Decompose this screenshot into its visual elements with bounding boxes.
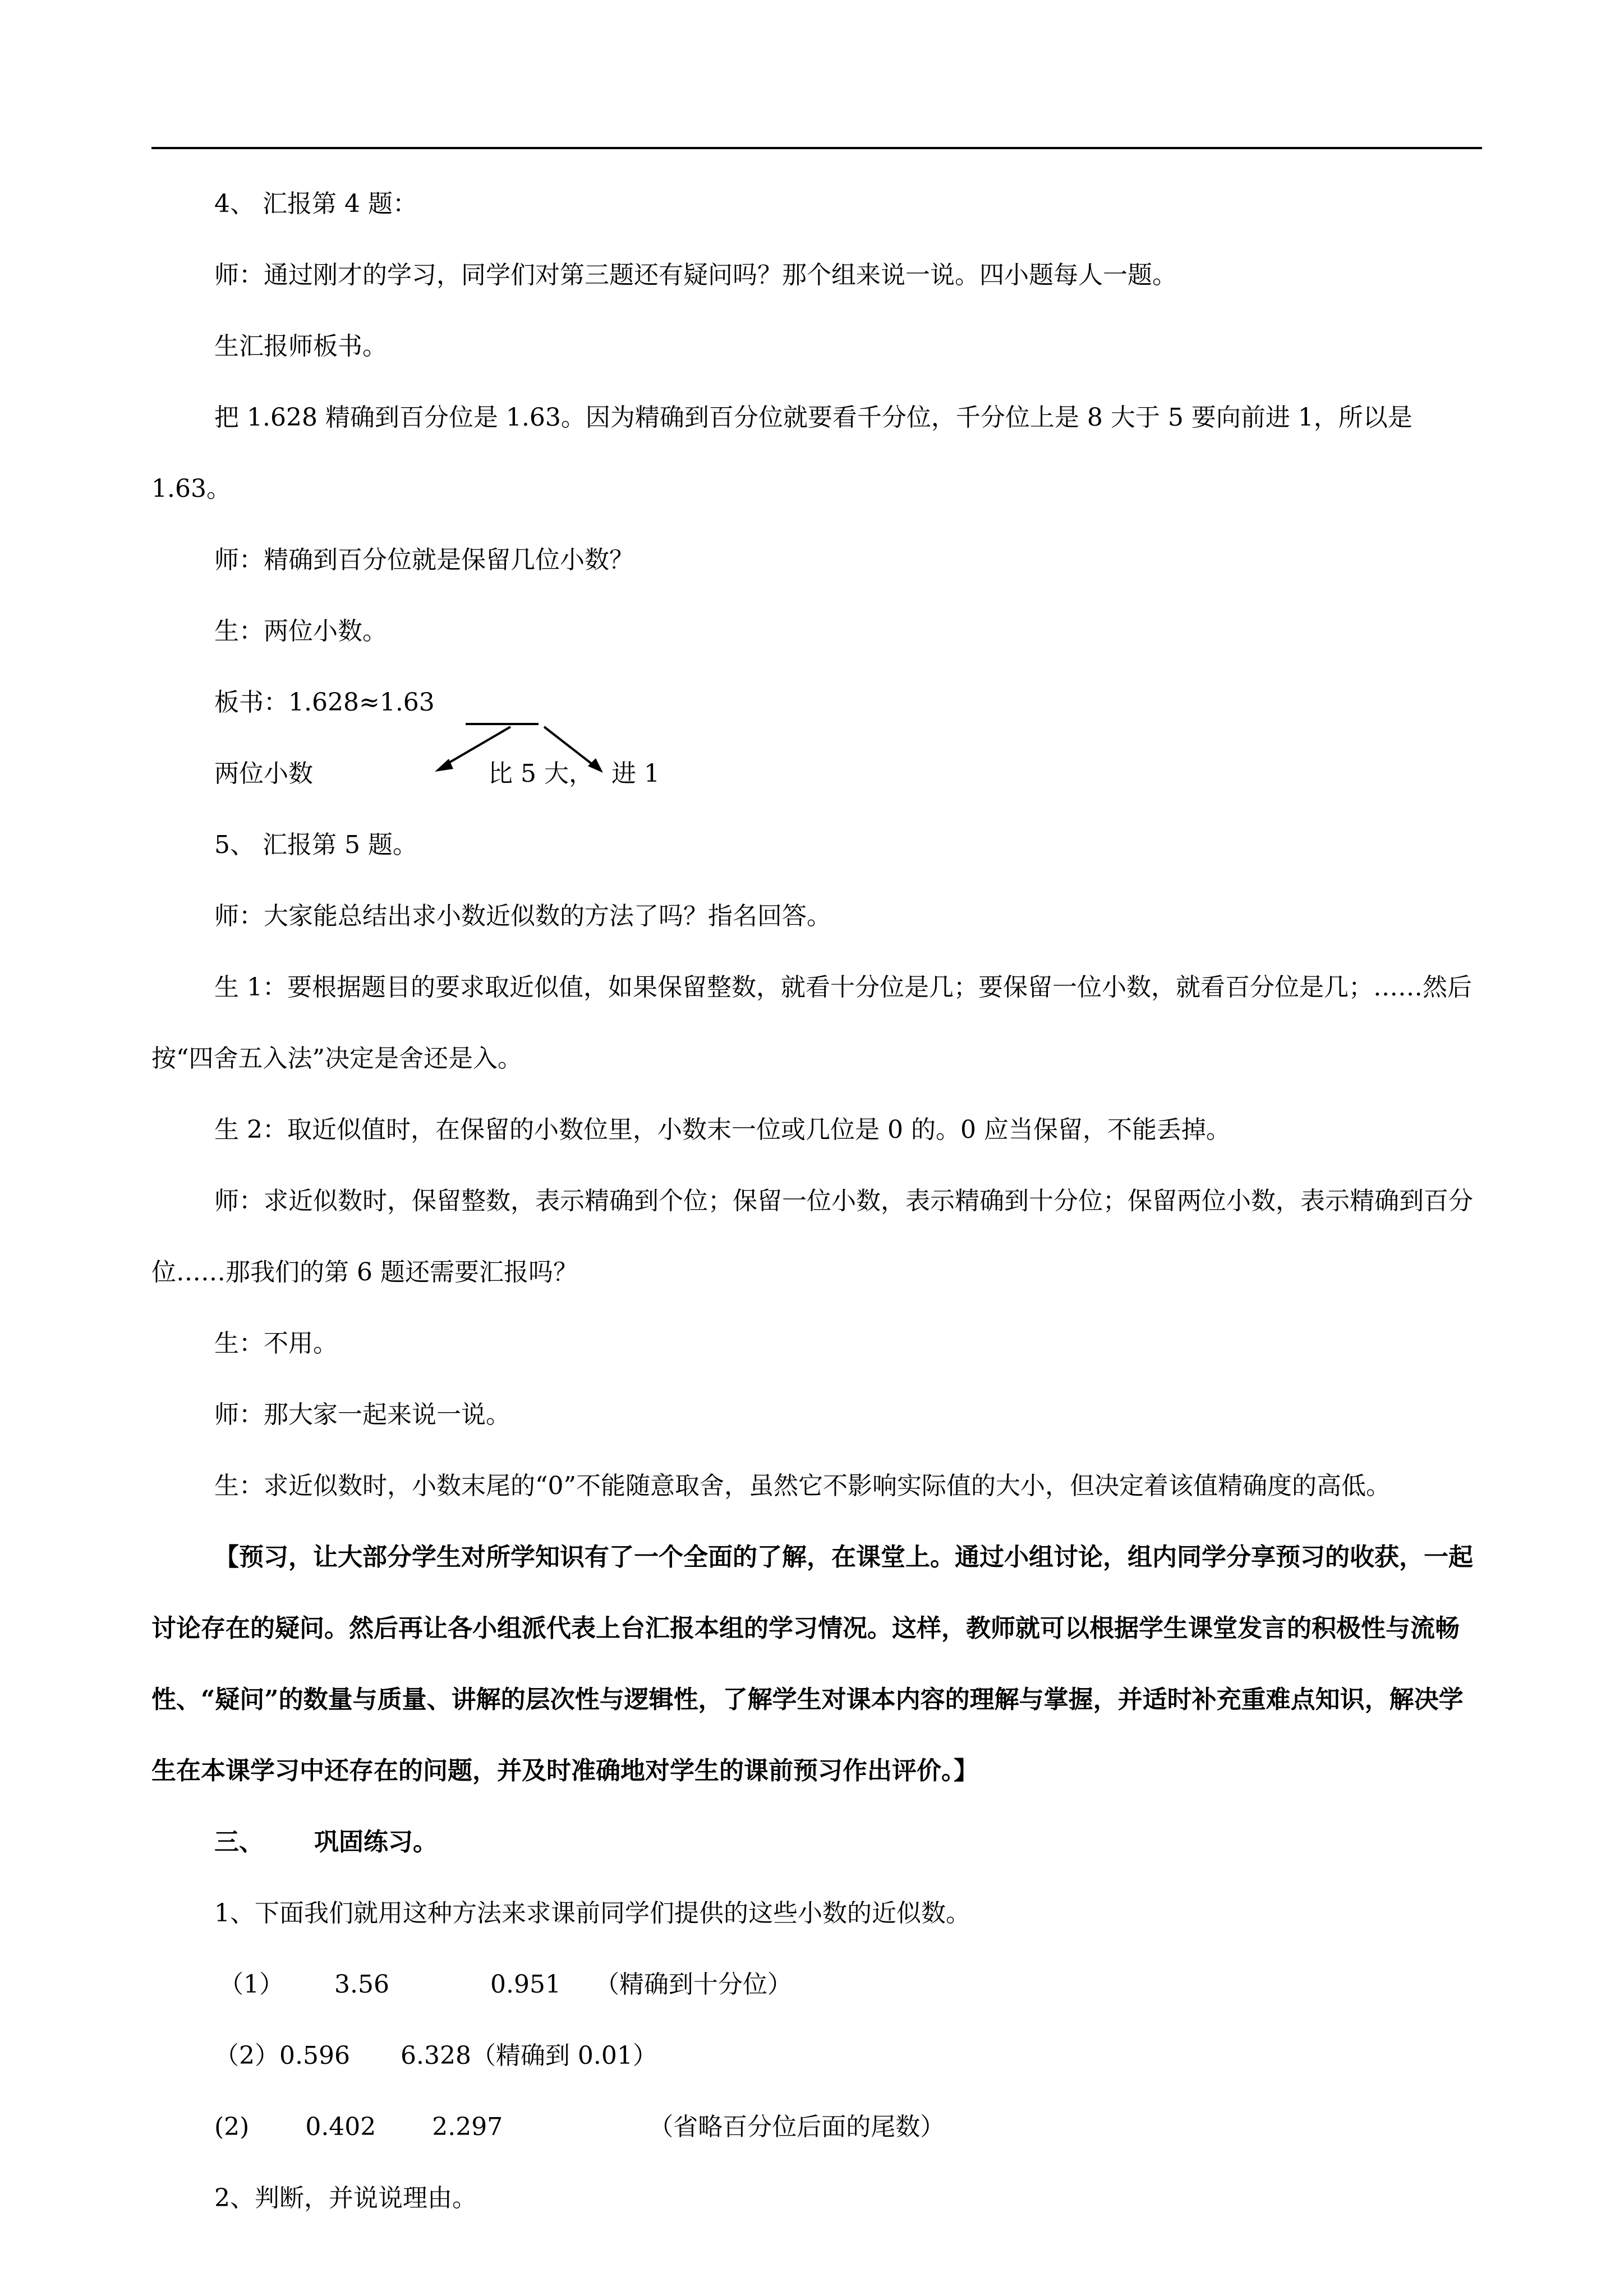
section-heading xyxy=(151,1806,1482,1878)
paragraph: 师：精确到百分位就是保留几位小数？ xyxy=(214,546,634,574)
paragraph: 生 1：要根据题目的要求取近似值，如果保留整数，就看十分位是几；要保留一位小数，就看百分位是几；……然后按“四舍五入法”决定是舍还是入。 xyxy=(151,973,1472,1073)
paragraph: 生：求近似数时，小数末尾的“0”不能随意取舍，虽然它不影响实际值的大小，但决定着该值精确度的高低。 xyxy=(214,1472,1391,1500)
paragraph: 师：求近似数时，保留整数，表示精确到个位；保留一位小数，表示精确到十分位；保留两位小数，表示精确到百分位……那我们的第 6 题还需要汇报吗？ xyxy=(151,1187,1473,1287)
paragraph: 5、 汇报第 5 题。 xyxy=(214,831,417,859)
paragraph: 师：大家能总结出求小数近似数的方法了吗？指名回答。 xyxy=(214,902,831,930)
exercise-note: （省略百分位后面的尾数） xyxy=(648,2113,945,2141)
exercise-value: 0.402 xyxy=(305,2113,376,2141)
document-body xyxy=(151,168,1482,2234)
board-writing: 板书：1.628≈1.63 xyxy=(214,688,435,717)
commentary: 【预习，让大部分学生对所学知识有了一个全面的了解，在课堂上。通过小组讨论，组内同学分享预习的收获，一起讨论存在的疑问。然后再让各小组派代表上台汇报本组的学习情况。这样，教师就可以根据学生课堂发言的积极性与流畅性、“疑问”的数量与质量、讲解的层次性与逻辑性，了解学生对课本内容的理解与掌握，并适时补充重难点知识，解决学生在本课学习中还存在的问题，并及时准确地对学生的课前预习作出评价。】 xyxy=(151,1543,1473,1785)
header-rule xyxy=(151,147,1482,149)
paragraph: 把 1.628 精确到百分位是 1.63。因为精确到百分位就要看千分位，千分位上是 8 大于 5 要向前进 1，所以是 1.63。 xyxy=(151,403,1420,503)
section-title: 巩固练习。 xyxy=(314,1828,438,1856)
paragraph: 4、 汇报第 4 题： xyxy=(214,190,417,218)
exercise-row xyxy=(151,2020,1482,2091)
paragraph: 生 2：取近似值时，在保留的小数位里，小数末一位或几位是 0 的。0 应当保留，不能丢掉。 xyxy=(214,1115,1231,1144)
exercise-value: 0.596 xyxy=(279,2041,350,2070)
exercise-value: 2.297 xyxy=(432,2113,503,2141)
paragraph: 师：那大家一起来说一说。 xyxy=(214,1400,510,1429)
annotation-middle: 比 5 大， xyxy=(488,759,594,788)
paragraph: 师：通过刚才的学习，同学们对第三题还有疑问吗？那个组来说一说。四小题每人一题。 xyxy=(214,261,1177,289)
exercise-row xyxy=(151,2091,1482,2163)
exercise-note: （精确到 0.01） xyxy=(471,2041,657,2070)
annotation-right: 进 1 xyxy=(611,759,660,788)
exercise-value: 0.951 xyxy=(490,1970,561,1999)
paragraph: 生：不用。 xyxy=(214,1329,338,1358)
exercise-label: （1） xyxy=(219,1970,284,1999)
paragraph: 生汇报师板书。 xyxy=(214,332,387,361)
paragraph: 生：两位小数。 xyxy=(214,617,387,646)
board-annotation xyxy=(151,738,1482,809)
exercise-intro: 1、下面我们就用这种方法来求课前同学们提供的这些小数的近似数。 xyxy=(214,1899,970,1928)
annotation-left: 两位小数 xyxy=(214,759,313,788)
exercise-label: （2） xyxy=(214,2041,279,2070)
exercise-value: 3.56 xyxy=(334,1970,389,1999)
exercise-note: （精确到十分位） xyxy=(594,1970,792,1999)
paragraph: 2、判断，并说说理由。 xyxy=(214,2184,477,2212)
exercise-value: 6.328 xyxy=(400,2041,471,2070)
section-number: 三、 xyxy=(214,1828,264,1856)
exercise-row xyxy=(151,1949,1482,2020)
exercise-label: (2) xyxy=(214,2113,250,2141)
